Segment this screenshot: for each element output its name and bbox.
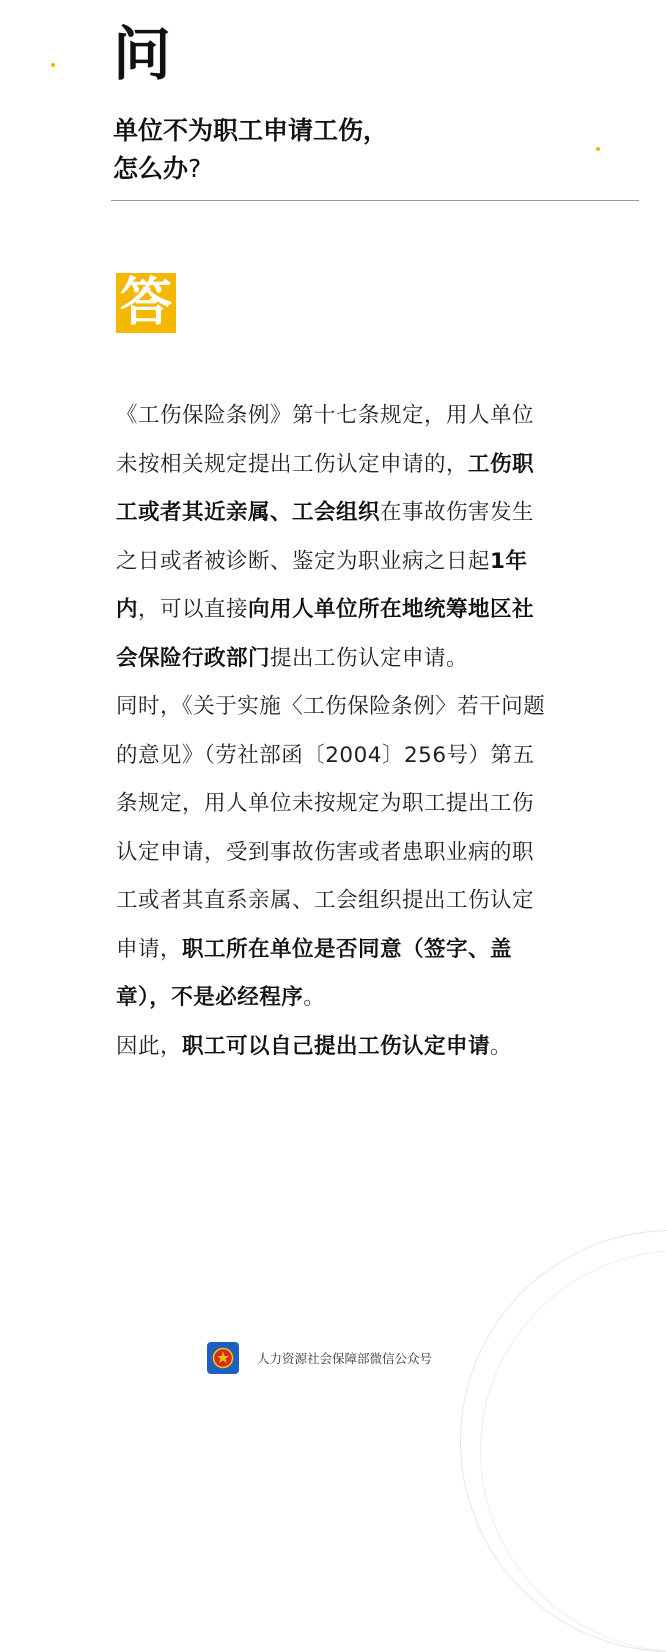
accent-dot-right bbox=[596, 147, 600, 151]
answer-text: ，可以直接 bbox=[138, 597, 249, 622]
answer-text: 《工伤保险条例》第十七条规定，用人单位未按相关规定提出工伤认定申请的， bbox=[116, 403, 535, 477]
answer-text: 。 bbox=[490, 1033, 513, 1059]
account-name: 人力资源社会保障部微信公众号 bbox=[257, 1351, 433, 1366]
question-title-line1: 单位不为职工申请工伤， bbox=[113, 116, 389, 145]
footer bbox=[207, 1342, 432, 1374]
accent-dot-left bbox=[51, 63, 55, 67]
question-title bbox=[113, 112, 388, 188]
answer-highlight: 1年内 bbox=[116, 548, 528, 622]
question-title-line2: 怎么办 bbox=[113, 154, 189, 183]
answer-highlight: 职工可以自己提出工伤认定申请 bbox=[182, 1033, 491, 1059]
answer-highlight: 职工所在单位是否同意（签字、盖章），不是必经程序 bbox=[116, 936, 513, 1010]
answer-label-box bbox=[116, 273, 176, 333]
answer-paragraph bbox=[116, 392, 552, 683]
question-mark: ? bbox=[188, 154, 202, 183]
answer-text: 同时，《关于实施〈工伤保险条例〉若干问题的意见》（劳社部函〔2004〕256号）第五条规定，用人单位未按规定为职工提出工伤认定申请，受到事故伤害或者患职业病的职工或者其直系亲属、工会组织提出工伤认定申请， bbox=[116, 694, 546, 962]
answer-paragraph bbox=[116, 1023, 552, 1072]
answer-highlight: 工伤职工或者其近亲属、工会组织 bbox=[116, 451, 535, 525]
answer-text: 因此， bbox=[116, 1033, 183, 1059]
answer-highlight: 向用人单位所在地统筹地区社会保险行政部门 bbox=[116, 597, 535, 671]
answer-text: 。 bbox=[303, 985, 326, 1010]
answer-text: 提出工伤认定申请。 bbox=[270, 645, 469, 671]
answer-label: 答 bbox=[119, 273, 172, 333]
answer-body bbox=[116, 392, 552, 1071]
national-emblem-icon bbox=[207, 1342, 239, 1374]
question-label: 问 bbox=[112, 20, 171, 88]
title-divider bbox=[111, 200, 639, 201]
answer-text: 在事故伤害发生之日或者被诊断、鉴定为职业病之日起 bbox=[116, 500, 535, 574]
answer-paragraph bbox=[116, 683, 552, 1023]
